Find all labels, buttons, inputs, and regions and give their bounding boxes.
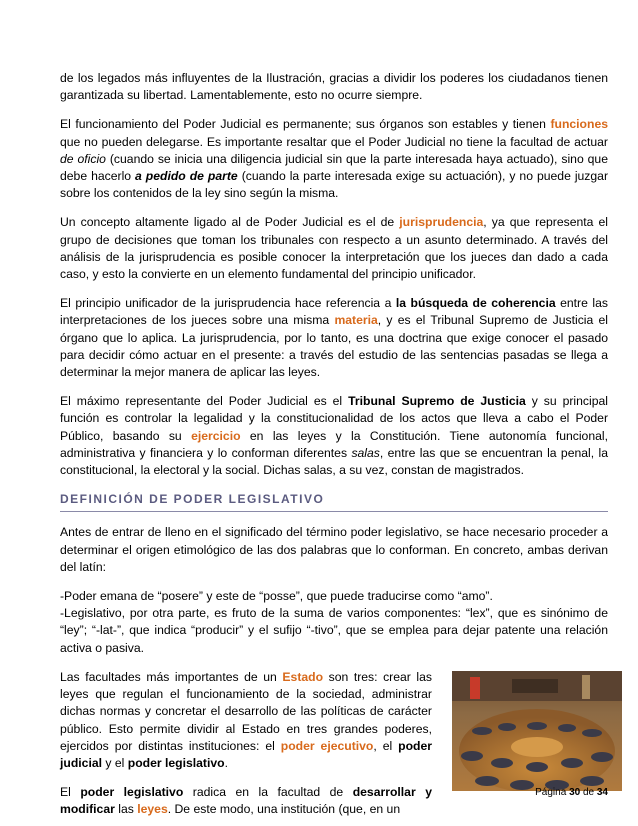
link-poder-ejecutivo[interactable]: poder ejecutivo <box>280 738 374 753</box>
paragraph-5: El máximo representante del Poder Judicial es el Tribunal Supremo de Justicia y su principal función es controlar la legalidad y la constitucionalidad de los actos que lleva a cabo el Poder Público, basando su ejercicio en las leyes y la Constitución. Tiene autonomía funcional, administrativa y financiera y lo conforman diferentes salas, entre las que se encuentran la penal, la constitucional, la electoral y la social. Dichas salas, a su vez, constan de magistrados. <box>60 394 609 478</box>
footer-label: Página <box>535 787 567 798</box>
link-funciones[interactable]: funciones <box>550 117 608 132</box>
paragraph-1: de los legados más influyentes de la Ilustración, gracias a dividir los poderes los ciudadanos tienen garantizada su libertad. Lamentablemente, esto no ocurre siempre. <box>60 71 608 103</box>
link-estado[interactable]: Estado <box>282 669 324 684</box>
paragraph-4: El principio unificador de la jurisprudencia hace referencia a la búsqueda de coherencia entre las interpretaciones de los jueces sobre una misma materia, y es el Tribunal Supremo de Justicia el órgano que lo aplica. La jurisprudencia, por lo tanto, es una doctrina que exige conocer el pasado para decidir cómo actuar en el presente: a través del estudio de las sentencias pasadas se llega a determinar la mejor manera de aplicar las leyes. <box>60 296 608 380</box>
congress-photo <box>452 671 622 791</box>
footer-separator: de <box>582 787 595 798</box>
section-heading: DEFINICIÓN DE PODER LEGISLATIVO <box>60 491 608 512</box>
paragraph-7: -Poder emana de “posere” y este de “posse”, que puede traducirse como “amo”. -Legislativo, por otra parte, es fruto de la suma de varios componentes: “lex”, que es sinónimo de “ley”; “-lat-”, que indica “producir” y el sufijo “-tivo”, que se emplea para dejar patente una relación activa o pasiva. <box>60 589 608 655</box>
current-page-number: 30 <box>569 787 581 798</box>
paragraph-3: Un concepto altamente ligado al de Poder Judicial es el de jurisprudencia, ya que representa el grupo de decisiones que toman los tribunales con respecto a un asunto determinado. A través del análisis de la jurisprudencia es posible conocer la interpretación que los jueces dan dado a cada caso, y esto la convierte en un elemento fundamental del principio unificador. <box>60 215 608 282</box>
link-materia[interactable]: materia <box>334 313 378 328</box>
link-ejercicio[interactable]: ejercicio <box>191 428 241 443</box>
link-leyes[interactable]: leyes <box>137 802 168 817</box>
page-footer <box>535 787 608 798</box>
paragraph-8: Las facultades más importantes de un Estado son tres: crear las leyes que regulan el funcionamiento de la sociedad, administrar dichas normas y concretar el desarrollo de las políticas de carácter público. Esto permite dividir al Estado en tres grandes poderes, ejercidos por distintas instituciones: el poder ejecutivo, el poder judicial y el poder legislativo. <box>60 669 433 770</box>
link-jurisprudencia[interactable]: jurisprudencia <box>399 215 484 230</box>
paragraph-6: Antes de entrar de lleno en el significado del término poder legislativo, se hace necesario proceder a determinar el origen etimológico de las dos palabras que lo conforman. En concreto, ambas derivan del latín: <box>60 525 608 574</box>
paragraph-2: El funcionamiento del Poder Judicial es permanente; sus órganos son estables y tienen funciones que no pueden delegarse. Es importante resaltar que el Poder Judicial no tiene la facultad de actuar de oficio (cuando se inicia una diligencia judicial sin que la parte interesada haya actuado), sino que debe hacerlo a pedido de parte (cuando la parte interesada exige su actuación), y no puede juzgar sobre los contenidos de la ley sino según la misma. <box>60 117 609 201</box>
paragraph-9: El poder legislativo radica en la facultad de desarrollar y modificar las leyes. De este modo, una institución (que, en un <box>60 785 432 817</box>
total-pages: 34 <box>596 787 608 798</box>
document-page <box>60 70 608 819</box>
text-with-image <box>60 669 608 819</box>
